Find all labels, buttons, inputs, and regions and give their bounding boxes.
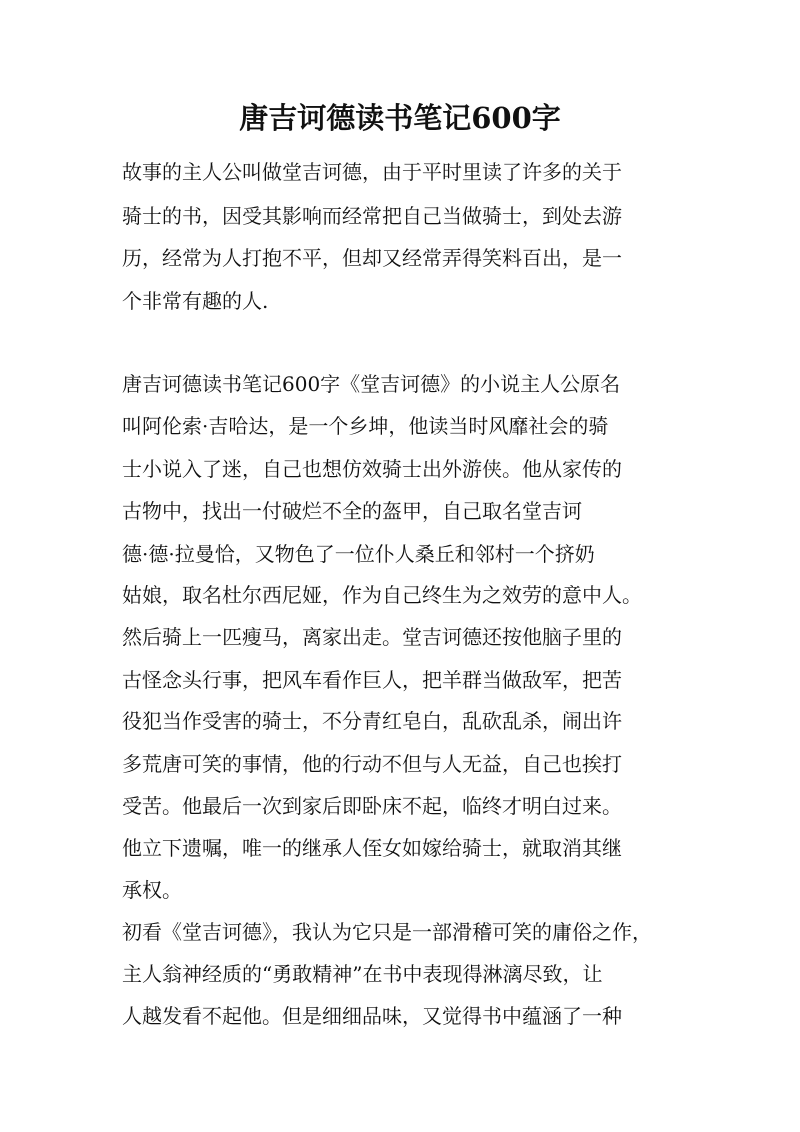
text-line: 唐吉诃德读书笔记600字《堂吉诃德》的小说主人公原名 — [122, 372, 621, 396]
text-line: 个非常有趣的人. — [122, 289, 269, 313]
text-line: 受苦。他最后一次到家后即卧床不起，临终才明白过来。 — [122, 794, 622, 818]
text-line: 主人翁神经质的“勇敢精神”在书中表现得淋漓尽致，让 — [122, 962, 603, 986]
text-line: 古怪念头行事，把风车看作巨人，把羊群当做敌军，把苦 — [122, 668, 622, 692]
text-line: 古物中，找出一付破烂不全的盔甲，自己取名堂吉诃 — [122, 499, 582, 523]
text-line: 役犯当作受害的骑士，不分青红皂白，乱砍乱杀，闹出许 — [122, 709, 622, 733]
text-line: 姑娘，取名杜尔西尼娅，作为自己终生为之效劳的意中人。 — [122, 583, 642, 607]
text-line: 故事的主人公叫做堂吉诃德，由于平时里读了许多的关于 — [122, 160, 622, 184]
text-line: 德·德·拉曼恰，又物色了一位仆人桑丘和邻村一个挤奶 — [122, 542, 595, 566]
text-line: 骑士的书，因受其影响而经常把自己当做骑士，到处去游 — [122, 204, 622, 228]
text-line: 叫阿伦索·吉哈达，是一个乡坤，他读当时风靡社会的骑 — [122, 414, 609, 438]
text-line: 人越发看不起他。但是细细品味，又觉得书中蕴涵了一种 — [122, 1004, 622, 1028]
text-line: 然后骑上一匹瘦马，离家出走。堂吉诃德还按他脑子里的 — [122, 625, 622, 649]
text-line: 承权。 — [122, 878, 182, 902]
text-line: 士小说入了迷，自己也想仿效骑士出外游侠。他从家传的 — [122, 457, 622, 481]
text-line: 历，经常为人打抱不平，但却又经常弄得笑料百出，是一 — [122, 246, 622, 270]
document-title: 唐吉诃德读书笔记600字 — [239, 101, 561, 135]
text-line: 初看《堂吉诃德》，我认为它只是一部滑稽可笑的庸俗之作， — [122, 920, 652, 944]
text-line: 他立下遗嘱，唯一的继承人侄女如嫁给骑士，就取消其继 — [122, 836, 622, 860]
text-line: 多荒唐可笑的事情，他的行动不但与人无益，自己也挨打 — [122, 752, 622, 776]
